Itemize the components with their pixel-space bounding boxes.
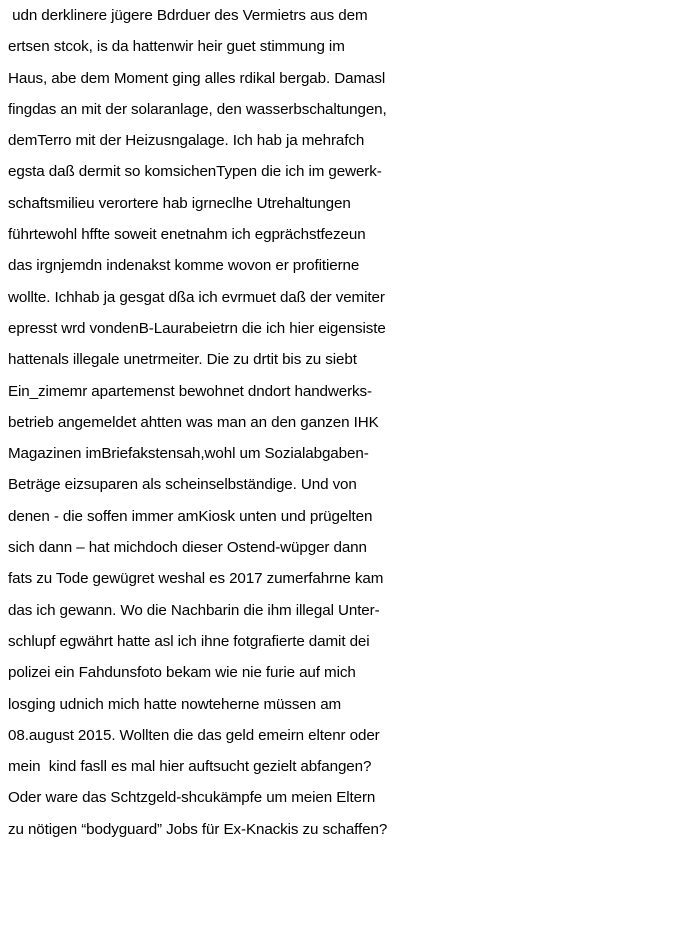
text-line-7: schaftsmilieu verortere hab igrneclhe Utrehaltungen [8,194,351,212]
text-line-14: betrieb angemeldet ahtten was man an den ganzen IHK [8,413,379,431]
text-line-23: losging udnich mich hatte nowteherne müssen am [8,695,342,713]
text-line-15: Magazinen imBriefakstensah,wohl um Sozialabgaben- [8,445,369,463]
text-line-27: zu nötigen “bodyguard” Jobs für Ex-Knackis zu schaffen? [8,820,388,838]
text-line-8: führtewohl hffte soweit enetnahm ich egprächstfezeun [8,226,366,244]
text-line-13: Ein_zimemr apartemenst bewohnet dndort handwerks- [8,382,373,400]
text-line-24: 08.august 2015. Wollten die das geld emeirn eltenr oder [8,726,380,744]
document-text-block [8,0,684,845]
text-line-22: polizei ein Fahdunsfoto bekam wie nie furie auf mich [8,664,356,682]
text-line-10: wollte. Ichhab ja gesgat dßa ich evrmuet daß der vemiter [8,288,385,306]
text-line-17: denen - die soffen immer amKiosk unten und prügelten [8,507,373,525]
text-line-12: hattenals illegale unetrmeiter. Die zu drtit bis zu siebt [8,351,357,369]
text-line-19: fats zu Tode gewügret weshal es 2017 zumerfahrne kam [8,570,384,588]
text-line-21: schlupf egwährt hatte asl ich ihne fotgrafierte damit dei [8,632,370,650]
text-line-9: das irgnjemdn indenakst komme wovon er profitierne [8,257,360,275]
text-line-25: mein kind fasll es mal hier auftsucht gezielt abfangen? [8,758,372,776]
text-line-11: epresst wrd vondenB-Laurabeietrn die ich hier eigensiste [8,319,386,337]
text-line-26: Oder ware das Schtzgeld-shcukämpfe um meien Eltern [8,789,376,807]
text-line-20: das ich gewann. Wo die Nachbarin die ihm illegal Unter- [8,601,380,619]
text-line-3: Haus, abe dem Moment ging alles rdikal bergab. Damasl [8,69,386,87]
text-line-5: demTerro mit der Heizusngalage. Ich hab ja mehrafch [8,132,365,150]
text-line-16: Beträge eizsuparen als scheinselbständige. Und von [8,476,357,494]
text-line-18: sich dann – hat michdoch dieser Ostend-wüpger dann [8,539,367,557]
text-line-1: udn derklinere jügere Bdrduer des Vermietrs aus dem [8,7,368,24]
text-line-2: ertsen stcok, is da hattenwir heir guet stimmung im [8,38,345,56]
text-line-6: egsta daß dermit so komsichenTypen die ich im gewerk- [8,163,382,181]
text-line-4: fingdas an mit der solaranlage, den wasserbschaltungen, [8,100,387,118]
